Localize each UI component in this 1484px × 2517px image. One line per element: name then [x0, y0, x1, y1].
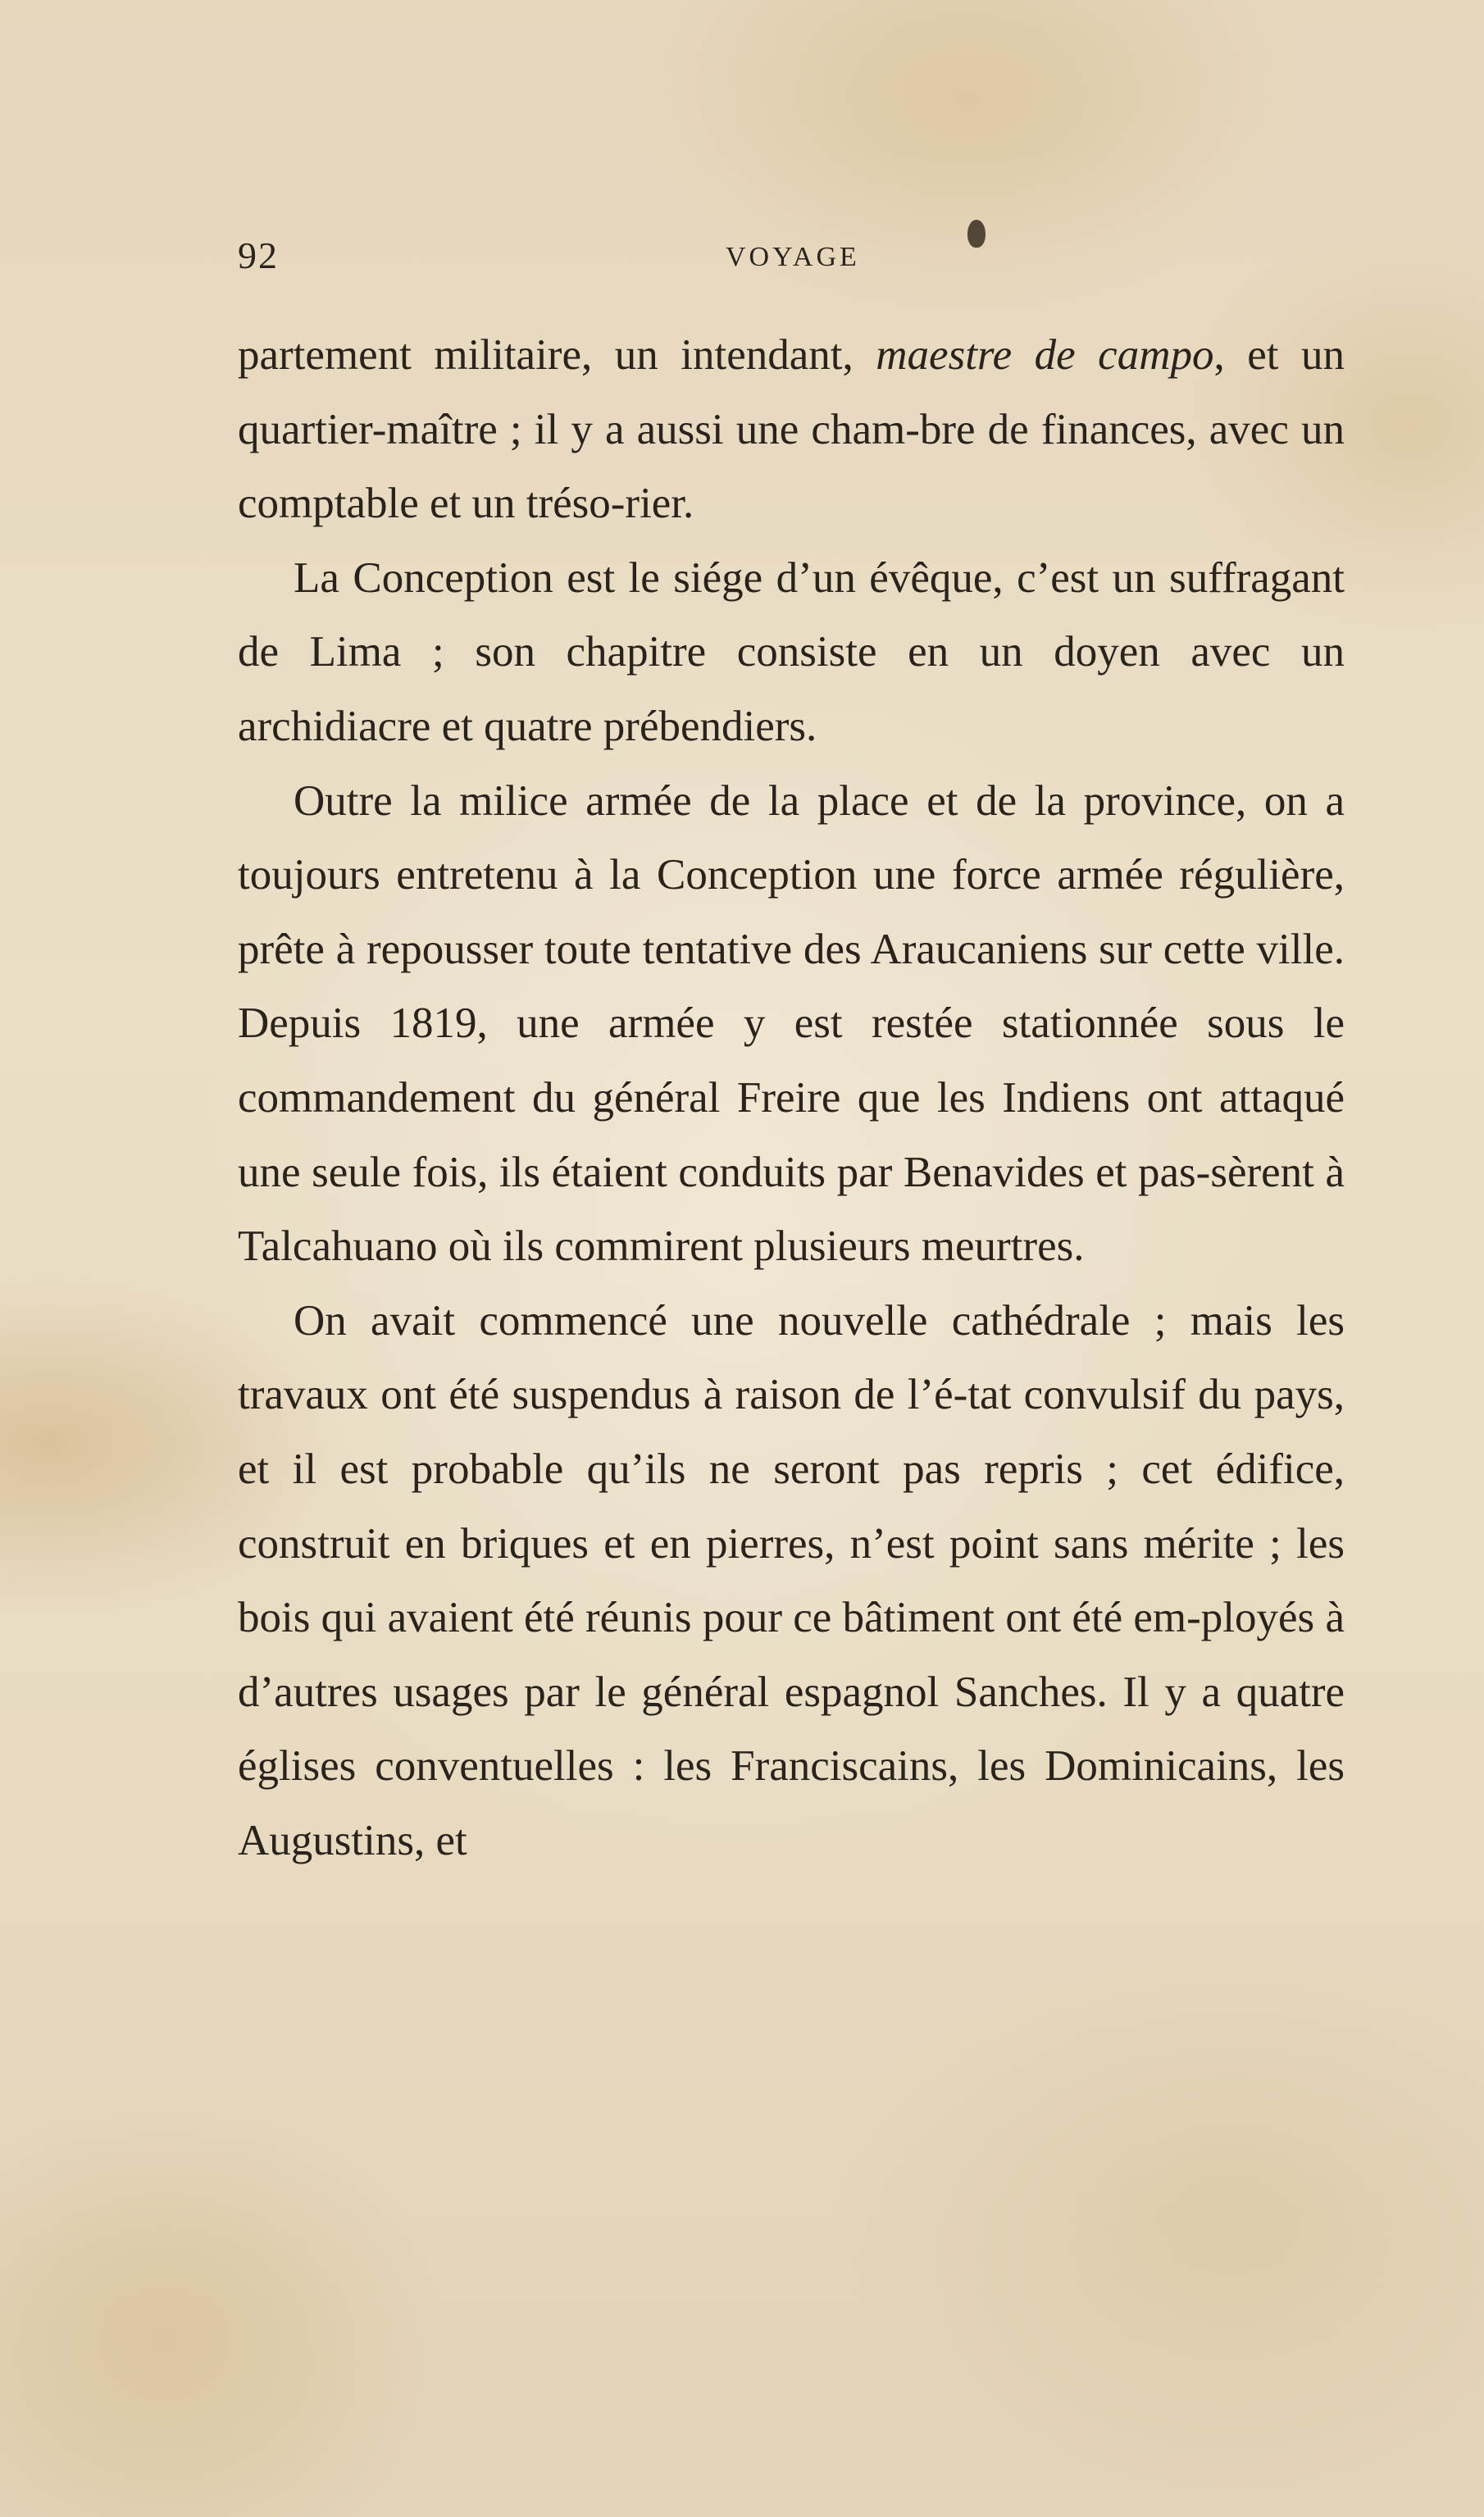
running-title: VOYAGE — [726, 242, 860, 272]
paragraph-2: La Conception est le siége d’un évêque, c’est un suffragant de Lima ; son chapitre consiste en un doyen avec un archidiacre et quatre prébendiers. — [238, 553, 1345, 750]
paragraph-3: Outre la milice armée de la place et de la province, on a toujours entretenu à la Conception une force armée régulière, prête à repousser toute tentative des Araucaniens sur cette ville. Depuis 1819, une armée y est restée stationnée sous le commandement du général Freire que les Indiens ont attaqué une seule fois, ils étaient conduits par Benavides et pas-sèrent à Talcahuano où ils commirent plusieurs meurtres. — [238, 776, 1345, 1271]
paragraph-4: On avait commencé une nouvelle cathédrale ; mais les travaux ont été suspendus à raison de l’é-tat convulsif du pays, et il est probable qu’ils ne seront pas repris ; cet édifice, construit en briques et en pierres, n’est point sans mérite ; les bois qui avaient été réunis pour ce bâtiment ont été em-ployés à d’autres usages par le général espagnol Sanches. Il y a quatre églises conventuelles : les Franciscains, les Dominicains, les Augustins, et — [238, 1296, 1345, 1864]
body-text — [238, 318, 1345, 1878]
running-head — [238, 234, 1345, 283]
paragraph-1-start: partement militaire, un intendant, — [238, 331, 876, 379]
paragraph-1-end: , et un quartier-maître ; il y a aussi une cham-bre de finances, avec un comptable et un tréso-rier. — [238, 331, 1345, 528]
italic-phrase: maestre de campo — [876, 331, 1214, 379]
page-number: 92 — [238, 234, 279, 276]
ink-spot — [967, 220, 986, 248]
paragraph-1 — [238, 318, 1345, 541]
